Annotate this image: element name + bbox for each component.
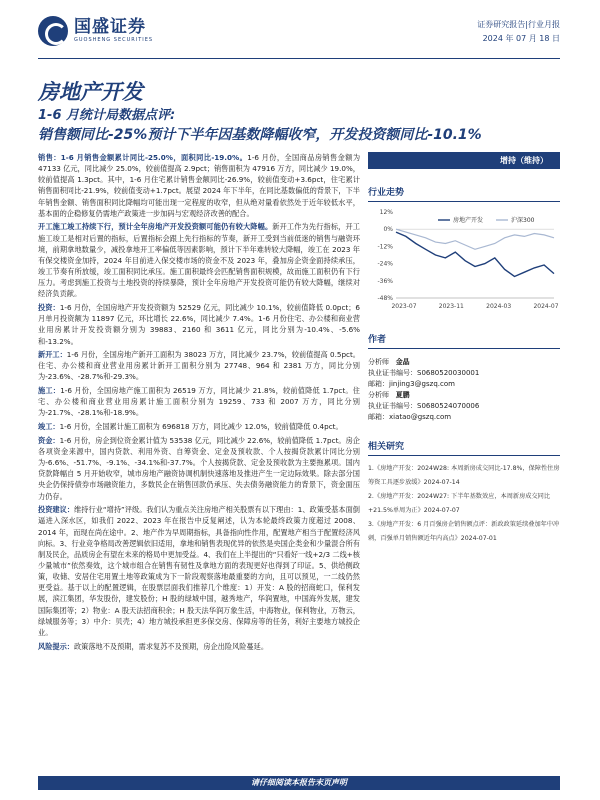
y-tick-label: 12%	[379, 209, 393, 216]
keyword: 投资：	[38, 303, 60, 313]
paragraph-construction	[38, 221, 360, 299]
logo-name-en: GUOSHENG SECURITIES	[74, 37, 154, 43]
report-header	[0, 0, 600, 62]
rating-badge: 增持（维持）	[368, 152, 560, 169]
paragraph-text: 政策落地不及预期，需求复苏不及预期，房企出险风险蔓延。	[73, 641, 269, 651]
analyst-email[interactable]: 邮箱：jinjing3@gszq.com	[368, 380, 455, 388]
header-divider	[38, 58, 560, 59]
paragraph-text: 1-6 月份，全国房地产开发投资额为 52529 亿元，同比减少 10.1%，较前值降低 0.0pct；6 月单月投资额为 11897 亿元，环比增长 22.6%，同比减少 7.4%。1-6 月份住宅、办公楼和商业营业用房累计开发投资额分别为 39883、2160 和 3611 亿元，同比分别为-10.4%、-5.6%和-13.2%。	[38, 303, 360, 346]
paragraph-under-construction	[38, 385, 360, 418]
analyst-email[interactable]: 邮箱：xiatao@gszq.com	[368, 413, 452, 421]
paragraph-text: 新开工作为先行指标，开工施工竣工是相对后置的指标，后置指标会跟上先行指标的节奏，新开工受到当前低迷的销售与融资环境，前期拿地数量少，减投拿地开工率偏低等因素影响，预计下半年难转较大降幅，竣工在 2023 年有保交楼资金加持，2024 年目前进入保交楼市场的资金不及 2023 年，叠加房企资金面持续承压，竣工节奏有所放缓，竣工面积同比承压。施工面积最终会匹配销售面积规模，故而施工面积仍有下行压力。考虑到施工投资与土地投资的持续暴降，预计全年房地产开发投资可能仍有较大降幅，继续对经济负贡献。	[38, 222, 360, 299]
paragraph-completion	[38, 421, 360, 432]
y-tick-label: -24%	[377, 260, 393, 268]
paragraph-new-starts	[38, 349, 360, 382]
related-heading: 相关研究	[368, 439, 560, 456]
logo-icon	[38, 16, 68, 46]
trend-heading: 行业走势	[368, 185, 560, 202]
related-list	[368, 462, 560, 546]
legend-label: 沪深300	[511, 217, 535, 224]
paragraph-investment	[38, 302, 360, 347]
paragraph-funding	[38, 435, 360, 502]
paragraph-text: 1-6 月份，全国房地产新开工面积为 38023 万方，同比减少 23.7%，较前值提高 0.5pct。住宅、办公楼和商业营业用房累计新开工面积分别为 27748、964 和 2381 万方，同比分别为-23.6%、-28.7%和-29.3%。	[38, 350, 360, 382]
authors-block	[368, 357, 560, 423]
paragraph-text: 1-6 月份，房企到位资金累计值为 53538 亿元，同比减少 22.6%，较前值降低 1.7pct。房企各项资金来源中，国内贷款、利用外资、自筹资金、定金及预收款、个人按揭贷款累计同比分别为-6.6%、-51.7%、-9.1%、-34.1%和-37.7%。个人按揭贷款、定金及预收款为主要拖累项。国内贷款降幅自 5 月开始收窄，城市房地产融资协调机制快速落地及推进产生一定边际效果。除去部分国央企仍保持债券市场融资能力，多数民企在销售回款仍承压、失去债务融资能力的背景下，资金面压力仍存。	[38, 435, 360, 501]
sector-title: 房地产开发	[38, 80, 143, 104]
y-tick-label: -12%	[377, 243, 393, 251]
trend-chart	[368, 206, 560, 316]
keyword: 开工施工竣工持续下行，预计全年房地产开发投资额可能仍有较大降幅。	[38, 222, 273, 232]
x-tick-label: 2023-11	[438, 303, 464, 310]
report-subtitle: 1-6 月统计局数据点评:	[38, 108, 176, 123]
x-tick-label: 2023-07	[391, 303, 417, 310]
analyst-name: 夏鹏	[395, 391, 410, 399]
series-line-0	[396, 232, 554, 276]
y-tick-label: -36%	[377, 277, 393, 285]
paragraph-text: 维持行业“增持”评级。我们认为重点关注房地产相关股票有以下理由：1、政策受基本面倒逼进入深水区，如我们 2022、2023 年在报告中反复阐述，认为本轮最终政策力度超过 2008、2014 年，而现在尚在途中。2、地产作为早周期指标，具备指向性作用，配置地产相当于配置经济风向标。3、行业竞争格局改善逻辑依旧适用，拿地和销售表现优异的依然是央国企类金和少量混合所有制及民企，品质房企有望在未来的格局中更加受益。4、我们在上半提出的“只看好一线+2/3 二线+核少量城市”依然奏效，这个城市组合在销售有韧性及拿地方面的表现更好也得到了印证。5、供给侧政策，收储、安居住宅用置土地等政策成为下一阶段观察落地最重要的方向，且可以预见，一二线仍然更受益。基于以上的配置逻辑，在股票层面我们推荐几个维度：1）开发：A 股的招商蛇口，保利发展，滨江集团，华发股份，建发股份；H 股的绿城中国，越秀地产，华润置地，中国海外发展，建发国际集团等；2）物业：A 股天法招商积余；H 股天法华润万象生活，中海物业，保利物业，万物云，绿城服务等；3）中介：贝壳；4）地方城投承担更多保交房、保障房等的任务，利好主要地方城投企业。	[38, 505, 360, 637]
analyst-label: 分析师	[368, 358, 389, 366]
legend-label: 房地产开发	[453, 217, 484, 224]
authors-heading: 作者	[368, 332, 560, 349]
x-tick-label: 2024-03	[486, 303, 512, 310]
paragraph-risk	[38, 641, 360, 652]
analyst-label: 分析师	[368, 391, 389, 399]
analyst-cert: 执业证书编号：S0680524070006	[368, 402, 480, 410]
report-date: 2024 年 07 月 18 日	[482, 34, 560, 43]
keyword: 销售：1-6 月销售金额累计同比-25.0%，面积同比-19.0%。	[38, 153, 248, 162]
paragraph-text: 1-6 月份，全国累计施工面积为 696818 万方，同比减少 12.0%，较前值降低 0.4pct。	[59, 422, 343, 432]
keyword: 新开工：	[38, 350, 67, 360]
report-type: 证券研究报告|行业月报	[477, 20, 560, 29]
keyword: 投资建议：	[38, 505, 75, 515]
paragraph-sales	[38, 152, 360, 219]
keyword: 竣工：	[38, 422, 60, 432]
logo-name-cn: 国盛证券	[74, 17, 146, 37]
analyst-name: 金晶	[395, 358, 410, 366]
keyword: 资金：	[38, 435, 60, 445]
company-logo	[38, 16, 153, 46]
paragraph-text: 1-6 月份，全国商品房销售金额为 47133 亿元，同比减少 25.0%，较前值提高 2.9pct；销售面积为 47916 万方，同比减少 19.0%，较前值提高 1.3pct。其中，1-6 月住宅累计销售金额同比-26.9%，较前值变动+3.6pct，住宅累计销售面积同比-21.9%，较前值变动+1.7pct。展望 2024 年下半年，在同比基数偏低的背景下，下半年销售金额、销售面积同比降幅均可能出现一定程度的收窄，但从绝对量看依然处于近年较低水平，基本面的企稳修复仍需地产政策进一步加码与宏观经济改善的配合。	[38, 153, 361, 218]
trend-chart-svg	[368, 206, 560, 316]
related-item[interactable]: 2.《房地产开发：2024W27: 下半年基数效应，本周新房成交同比+21.5%单周为正》2024-07-07	[368, 493, 551, 514]
paragraph-advice	[38, 504, 360, 638]
y-tick-label: 0%	[383, 226, 393, 234]
related-item[interactable]: 1.《房地产开发：2024W28: 本周新房成交同比-17.8%，保障性住房筹资工具逐步放缓》2024-07-14	[368, 465, 560, 486]
x-tick-label: 2024-07	[533, 303, 559, 310]
keyword: 施工：	[38, 386, 61, 396]
sidebar	[368, 152, 560, 546]
paragraph-text: 1-6 月份，全国房地产施工面积为 26519 万方，同比减少 21.8%，较前值降低 1.7pct。住宅、办公楼和商业营业用房累计施工面积分别为 19259、733 和 2007 万方，同比分别为-21.7%、-28.1%和-18.9%。	[38, 386, 360, 418]
keyword: 风险提示：	[38, 641, 74, 651]
y-tick-label: -48%	[377, 295, 393, 302]
report-headline: 销售额同比-25%预计下半年因基数降幅收窄，开发投资额同比-10.1%	[38, 127, 482, 143]
footer-banner: 请仔细阅读本报告末页声明	[38, 776, 560, 790]
related-item[interactable]: 3.《房地产开发：6 月百强房企销售额点评：新政政策延续叠加年中冲刺，百强单月销售额近年内高点》2024-07-01	[368, 521, 560, 542]
analyst-cert: 执业证书编号：S0680520030001	[368, 369, 480, 377]
main-body	[38, 152, 360, 654]
